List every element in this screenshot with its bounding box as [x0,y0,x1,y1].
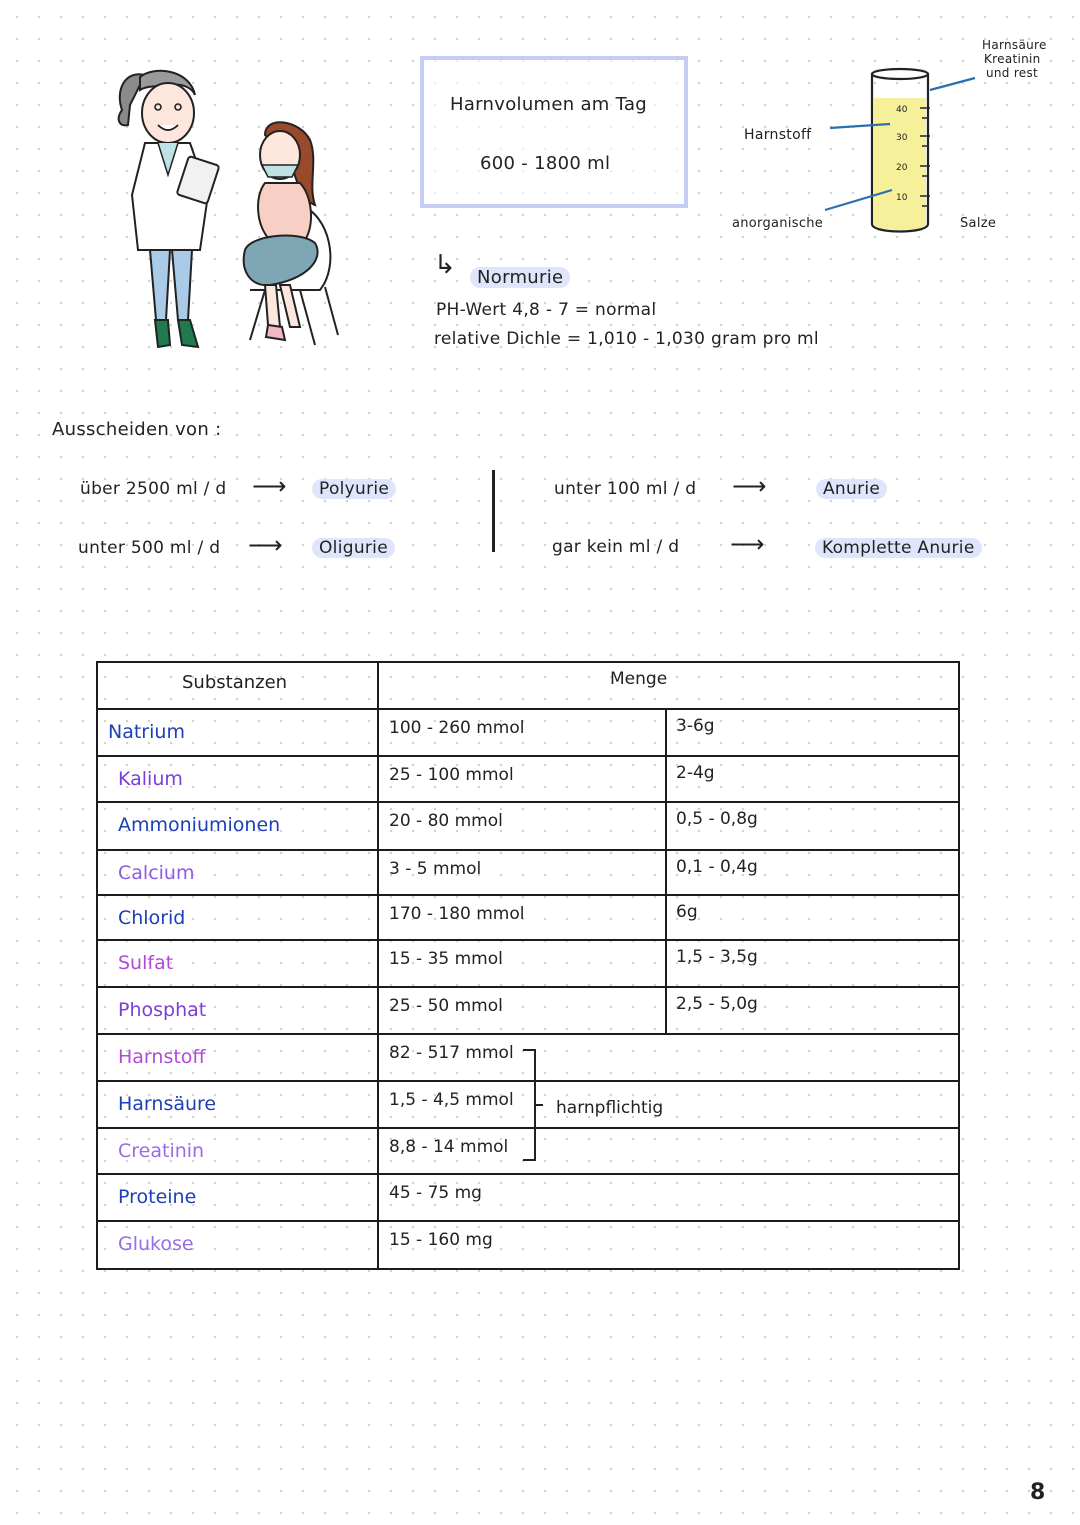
table-row-line [96,708,960,710]
substance-gram: 0,1 - 0,4g [676,857,758,877]
substance-name: Kalium [118,768,183,790]
substance-mmol: 8,8 - 14 mmol [389,1137,509,1157]
normurie-arrow: ↳ [434,250,456,280]
substance-gram: 0,5 - 0,8g [676,809,758,829]
cylinder-tick-30: 30 [896,133,908,143]
substance-mmol: 1,5 - 4,5 mmol [389,1090,514,1110]
cylinder-tick-10: 10 [896,193,908,203]
substance-name: Harnstoff [118,1046,206,1068]
cylinder-tick-40: 40 [896,105,908,115]
doctor-patient-illustration [100,65,360,360]
label-und-rest: und rest [986,66,1039,80]
substance-name: Proteine [118,1186,197,1208]
anurie-text: Anurie [816,479,887,499]
substances-table [96,661,960,1270]
polyurie-term [312,479,396,499]
komplette-anurie-term [815,538,982,558]
normurie-text: Normurie [470,267,570,288]
relative-density: relative Dichle = 1,010 - 1,030 gram pro ml [434,329,819,349]
polyurie-amount: über 2500 ml / d [80,479,227,499]
patient-body [258,183,311,240]
substance-gram: 3-6g [676,716,715,736]
oliguria-term [312,538,395,558]
substance-gram: 2,5 - 5,0g [676,994,758,1014]
substance-name: Phosphat [118,999,207,1021]
substance-name: Ammoniumionen [118,814,281,836]
substance-name: Sulfat [118,952,174,974]
substance-mmol: 45 - 75 mg [389,1183,482,1203]
substance-name: Glukose [118,1233,194,1255]
substance-mmol: 25 - 100 mmol [389,765,514,785]
polyurie-text: Polyurie [312,479,396,499]
table-row-line [96,986,960,988]
ph-value: PH-Wert 4,8 - 7 = normal [436,300,657,320]
substance-mmol: 25 - 50 mmol [389,996,503,1016]
table-row-line [96,849,960,851]
substance-name: Creatinin [118,1140,205,1162]
anurie-amount: unter 100 ml / d [554,479,697,499]
substance-mmol: 3 - 5 mmol [389,859,482,879]
substance-mmol: 15 - 35 mmol [389,949,503,969]
table-row-line [96,755,960,757]
substance-name: Natrium [108,721,185,743]
substance-name: Harnsäure [118,1093,217,1115]
komplette-anurie-text: Komplette Anurie [815,538,982,558]
substance-mmol: 82 - 517 mmol [389,1043,514,1063]
table-row-line [96,1173,960,1175]
label-harnsaeure: Harnsäure [982,38,1047,52]
substance-gram: 2-4g [676,763,715,783]
table-row-line [96,1220,960,1222]
label-anorganische: anorganische [732,216,824,231]
table-row-line [96,1033,960,1035]
komplette-anurie-arrow: ⟶ [730,530,765,558]
substance-gram: 1,5 - 3,5g [676,947,758,967]
urine-volume-range: 600 - 1800 ml [480,153,611,174]
header-menge: Menge [610,669,668,689]
cylinder-tick-20: 20 [896,163,908,173]
substance-mmol: 170 - 180 mmol [389,904,525,924]
harnpflichtig-bracket [515,1045,545,1165]
doctor-face [142,83,194,143]
substance-name: Calcium [118,862,195,884]
page-number: 8 [1030,1480,1046,1505]
label-harnstoff: Harnstoff [744,127,812,143]
substance-mmol: 20 - 80 mmol [389,811,503,831]
ausscheiden-title: Ausscheiden von : [52,419,222,440]
anurie-arrow: ⟶ [732,472,767,500]
substance-mmol: 15 - 160 mg [389,1230,493,1250]
label-salze: Salze [960,216,997,231]
header-substanzen: Substanzen [182,672,288,693]
oliguria-amount: unter 500 ml / d [78,538,221,558]
substance-name: Chlorid [118,907,186,929]
substance-mmol: 100 - 260 mmol [389,718,525,738]
table-divider-1 [377,661,379,1270]
pointer-harnsaeure [930,78,975,90]
urine-volume-box [420,56,688,208]
anurie-term [816,479,887,499]
section-divider [492,470,495,552]
urine-volume-title: Harnvolumen am Tag [450,94,648,115]
label-kreatinin: Kreatinin [984,52,1041,66]
table-row-line [96,801,960,803]
komplette-anurie-amount: gar kein ml / d [552,537,680,557]
normurie-label [470,267,570,288]
table-row-line [96,894,960,896]
harnpflichtig-label: harnpflichtig [556,1098,664,1118]
oliguria-arrow: ⟶ [248,531,283,559]
table-row-line [96,939,960,941]
substance-gram: 6g [676,902,698,922]
polyurie-arrow: ⟶ [252,472,287,500]
oliguria-text: Oligurie [312,538,395,558]
